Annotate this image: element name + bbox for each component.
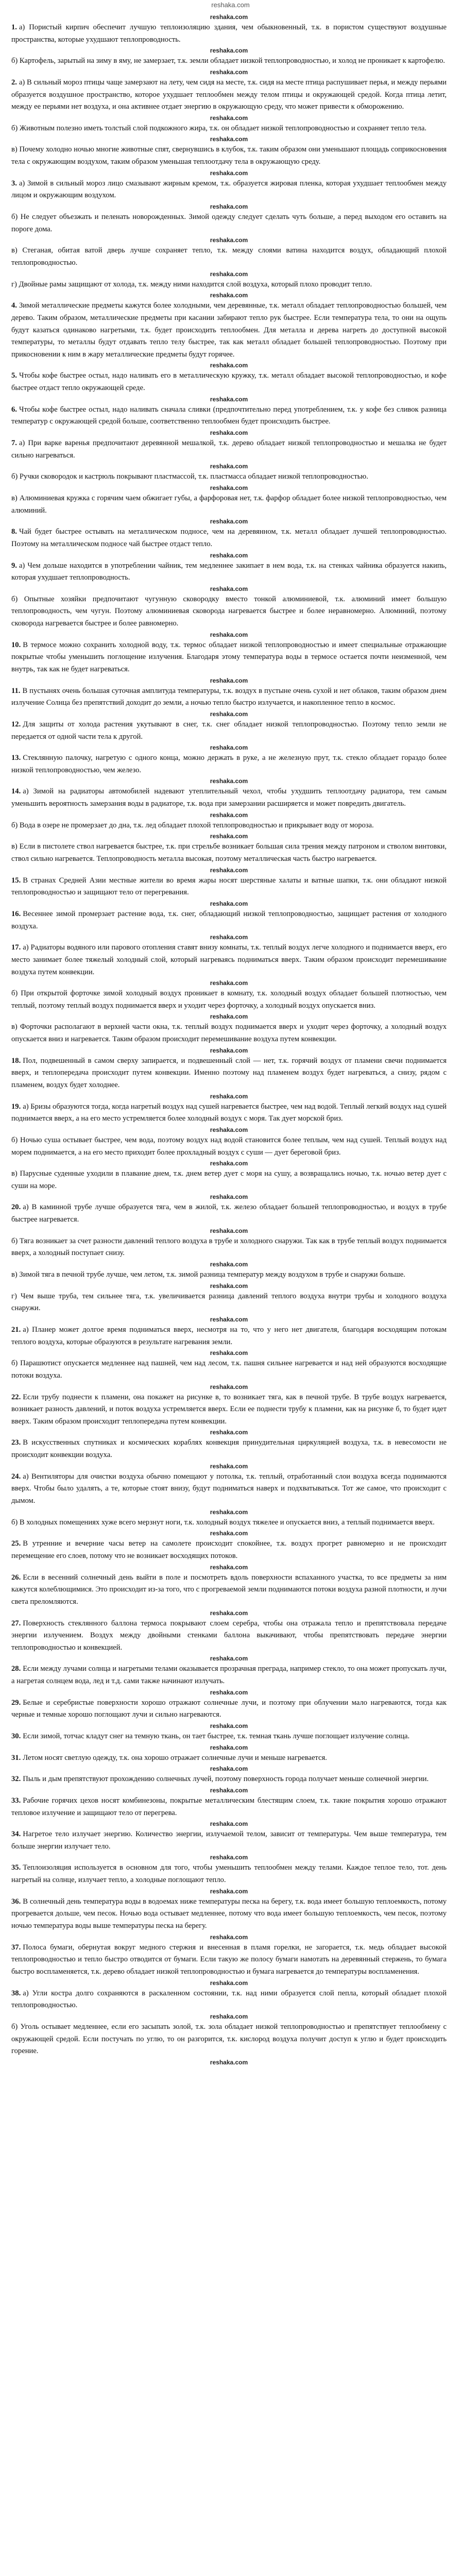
- watermark: reshaka.com: [210, 1722, 248, 1730]
- answer-text: а) Вентиляторы для очистки воздуха обычно помещают у потолка, т.к. теплый, отработанный слои воздуха всегда поднимаются вверх. Чтобы было удалять, а те, которые стоят внизу, будут подниматься наверх и подхватываться. Тот же самое, что происходит с дымом.: [11, 1472, 447, 1505]
- watermark: reshaka.com: [210, 429, 248, 437]
- answer-text: Пол, подвешенный в самом сверху запирается, и подвешенный слой — нет, т.к. горячий воздух от пламени свечи поднимается вверх, и теплопередача происходит путем конвекции. Именно поэтому над пламенем воздух будет нагреваться, а снизу, рядом с пламенем, воздух будет холоднее.: [11, 1056, 447, 1089]
- watermark: reshaka.com: [210, 1820, 248, 1828]
- answer-paragraph: [11, 1358, 447, 1382]
- answer-number: 22.: [11, 1393, 21, 1401]
- answer-number: 29.: [11, 1698, 21, 1707]
- answer-paragraph: [11, 685, 447, 709]
- answer-paragraph: [11, 1862, 447, 1886]
- watermark: reshaka.com: [210, 68, 248, 76]
- answer-text: а) Зимой на радиаторы автомобилей надевают утеплительный чехол, чтобы ухудшить теплоотдачу радиатора, тем самым уменьшить вероятность замерзания воды в радиаторе, т.к. вода при замерзании расширяется и может повредить двигатель.: [11, 787, 447, 808]
- answer-paragraph: [11, 123, 447, 135]
- answer-paragraph: [11, 493, 447, 517]
- answer-paragraph: [11, 786, 447, 810]
- answer-paragraph: [11, 471, 447, 483]
- watermark: reshaka.com: [210, 114, 248, 122]
- watermark: reshaka.com: [210, 979, 248, 987]
- answer-number: 4.: [11, 301, 17, 310]
- watermark: reshaka.com: [210, 1193, 248, 1201]
- answer-paragraph: [11, 1392, 447, 1428]
- answer-paragraph: [11, 988, 447, 1012]
- watermark: reshaka.com: [210, 169, 248, 177]
- answer-paragraph: [11, 1021, 447, 1045]
- watermark: reshaka.com: [210, 1383, 248, 1391]
- watermark: reshaka.com: [210, 518, 248, 526]
- answer-paragraph: [11, 55, 447, 67]
- watermark: reshaka.com: [210, 1854, 248, 1861]
- watermark: reshaka.com: [210, 236, 248, 244]
- watermark: reshaka.com: [210, 585, 248, 592]
- answer-number: 32.: [11, 1775, 21, 1784]
- answer-number: 13.: [11, 754, 21, 762]
- answer-number: 1.: [11, 23, 17, 31]
- watermark: reshaka.com: [210, 744, 248, 752]
- watermark: reshaka.com: [210, 1462, 248, 1470]
- site-header: reshaka.com: [211, 1, 250, 9]
- answer-text: в) Зимой тяга в печной трубе лучше, чем летом, т.к. зимой разница температур между воздухом в трубе и снаружи больше.: [11, 1270, 405, 1279]
- watermark: reshaka.com: [210, 1786, 248, 1794]
- watermark: reshaka.com: [210, 2012, 248, 2020]
- answer-paragraph: [11, 560, 447, 584]
- answer-text: б) Вода в озере не промерзает до дна, т.к. лед обладает плохой теплопроводностью и прикрывает воду от мороза.: [11, 821, 374, 829]
- answer-text: б) Животным полезно иметь толстый слой подкожного жира, т.к. он обладает низкой теплопроводностью и сохраняет тепло тела.: [11, 124, 426, 132]
- answer-text: Рабочие горячих цехов носят комбинезоны, покрытые металлическим блестящим слоем, т.к. такие покрытия хорошо отражают тепловое излучение и защищают тело от перегрева.: [11, 1796, 447, 1817]
- answer-number: 8.: [11, 528, 17, 536]
- watermark: reshaka.com: [210, 395, 248, 403]
- watermark: reshaka.com: [210, 934, 248, 941]
- watermark: reshaka.com: [210, 1046, 248, 1054]
- answer-paragraph: [11, 437, 447, 462]
- answer-text: Нагретое тело излучает энергию. Количество энергии, излучаемой телом, зависит от температуры. Чем выше температура, тем больше энергии излучает тело.: [11, 1830, 447, 1851]
- answer-paragraph: [11, 1896, 447, 1933]
- answer-paragraph: [11, 370, 447, 394]
- watermark: reshaka.com: [210, 1655, 248, 1663]
- answer-text: Если зимой, тотчас кладут снег на темную ткань, он тает быстрее, т.к. темная ткань лучше поглощает излучение солнца.: [23, 1732, 410, 1740]
- answer-paragraph: [11, 1828, 447, 1853]
- answer-text: г) Двойные рамы защищают от холода, т.к. между ними находится слой воздуха, который плохо проводит тепло.: [11, 280, 372, 289]
- watermark: reshaka.com: [210, 1261, 248, 1268]
- answer-number: 36.: [11, 1897, 21, 1906]
- answer-paragraph: [11, 1663, 447, 1687]
- watermark: reshaka.com: [210, 1013, 248, 1021]
- answer-text: б) Парашютист опускается медленнее над пашней, чем над лесом, т.к. пашня сильнее нагревается и над ней образуются восходящие потоки воздуха.: [11, 1359, 447, 1380]
- answer-paragraph: [11, 1269, 447, 1281]
- watermark: reshaka.com: [210, 1227, 248, 1234]
- watermark: reshaka.com: [210, 710, 248, 718]
- watermark: reshaka.com: [210, 484, 248, 492]
- answer-text: а) Планер может долгое время подниматься вверх, несмотря на то, что у него нет двигателя, благодаря восходящим потокам теплого воздуха, которые образуются в результате нагревания земли.: [11, 1325, 447, 1346]
- answer-text: б) В холодных помещениях хуже всего мерзнут ноги, т.к. холодный воздух тяжелее и опускается вниз, а теплый поднимается вверх.: [11, 1518, 435, 1527]
- answer-text: Если в весенний солнечный день выйти в поле и посмотреть вдоль поверхности вспаханного участка, то все предметы за ним кажутся колеблющимися. Это происходит из-за того, что с прогреваемой земли поднимаются потоки воздуха разной плотности, и лучи света преломляются.: [11, 1573, 447, 1606]
- watermark: reshaka.com: [210, 13, 248, 21]
- answer-paragraph: [11, 639, 447, 676]
- answer-text: Белые и серебристые поверхности хорошо отражают солнечные лучи, и поэтому при облучении мало нагреваются, тогда как черные и темные хорошо поглощают лучи и сильно нагреваются.: [11, 1698, 447, 1719]
- watermark: reshaka.com: [210, 866, 248, 874]
- answer-paragraph: [11, 1201, 447, 1226]
- answer-paragraph: [11, 1988, 447, 2012]
- answer-paragraph: [11, 841, 447, 865]
- answer-paragraph: [11, 526, 447, 550]
- answer-paragraph: [11, 908, 447, 933]
- watermark: reshaka.com: [210, 1530, 248, 1537]
- answer-number: 15.: [11, 876, 21, 885]
- answer-paragraph: [11, 1134, 447, 1159]
- answer-paragraph: [11, 752, 447, 776]
- answer-text: а) Зимой в сильный мороз лицо смазывают жирным кремом, т.к. образуется жировая пленка, которая ухудшает теплообмен между лицом и окружающим воздухом.: [11, 179, 447, 200]
- answer-paragraph: [11, 1773, 447, 1786]
- answer-text: б) Тяга возникает за счет разности давлений теплого воздуха в трубе и холодного снаружи. Так как в трубе теплый воздух поднимается вверх, а холодный поступает снизу.: [11, 1236, 447, 1258]
- answer-number: 3.: [11, 179, 17, 188]
- watermark: reshaka.com: [210, 631, 248, 638]
- answer-text: б) Ручки сковородок и кастрюль покрывают пластмассой, т.к. пластмасса обладает низкой теплопроводностью.: [11, 472, 368, 481]
- answer-paragraph: [11, 1235, 447, 1260]
- answer-number: 23.: [11, 1438, 21, 1447]
- answer-number: 34.: [11, 1830, 21, 1839]
- answer-number: 38.: [11, 1989, 21, 1997]
- answer-number: 24.: [11, 1472, 21, 1481]
- answer-number: 5.: [11, 371, 17, 380]
- answer-text: в) Форточки располагают в верхней части окна, т.к. теплый воздух поднимается вверх и уходит через форточку, а холодный воздух опускается вниз и нагревается. Таким образом происходит перемешивание воздуха путем конвекции.: [11, 1023, 447, 1044]
- answer-paragraph: [11, 178, 447, 202]
- answer-paragraph: [11, 300, 447, 361]
- answer-text: Теплоизоляция используется в основном для того, чтобы уменьшить теплообмен между телами. Каждое теплое тело, тот. день нагретый на солнце, излучает тепло, а холодные поглощают тепло.: [11, 1863, 447, 1885]
- answer-paragraph: [11, 942, 447, 978]
- answer-paragraph: [11, 211, 447, 235]
- answer-text: в) Если в пистолете ствол нагревается быстрее, т.к. при стрельбе возникает большая сила трения между патроном и стволом винтовки, ствол сильно нагревается. Теплопроводность металла высокая, поэтому металлическая часть быстро нагревается.: [11, 842, 447, 863]
- answer-number: 26.: [11, 1573, 21, 1582]
- watermark: reshaka.com: [210, 1688, 248, 1696]
- answer-paragraph: [11, 1752, 447, 1765]
- answer-number: 2.: [11, 78, 17, 87]
- answer-paragraph: [11, 1697, 447, 1721]
- answer-text: Поверхность стеклянного баллона термоса покрывают слоем серебра, чтобы она отражала тепло и препятствовала передаче энергии излучением. Воздух между двойными стенками баллона выкачивают, чтобы препятствовать передаче энергии теплопроводностью и конвекцией.: [11, 1619, 447, 1652]
- answer-number: 35.: [11, 1863, 21, 1872]
- answer-paragraph: [11, 1572, 447, 1608]
- answer-text: В термосе можно сохранить холодной воду, т.к. термос обладает низкой теплопроводностью и имеет специальные отражающие покрытые чтобы уменьшить поглощение излучения. Благодаря этому температура воды в термосе остается почти неизменной, чем внутрь, так как не будет нагреваться.: [11, 640, 447, 673]
- answer-paragraph: [11, 1437, 447, 1461]
- answer-number: 11.: [11, 686, 21, 695]
- watermark: reshaka.com: [210, 2058, 248, 2066]
- watermark: reshaka.com: [210, 1887, 248, 1895]
- answer-number: 14.: [11, 787, 21, 796]
- watermark: reshaka.com: [210, 1092, 248, 1100]
- watermark: reshaka.com: [210, 1429, 248, 1436]
- answer-text: а) Чем дольше находится в употреблении чайник, тем медленнее закипает в нем вода, т.к. на стенках чайника образуется накипь, которая ухудшает теплопроводность.: [11, 561, 447, 582]
- answer-number: 33.: [11, 1796, 21, 1805]
- answer-paragraph: [11, 1291, 447, 1315]
- answer-number: 37.: [11, 1943, 21, 1952]
- answer-text: В пустынях очень большая суточная амплитуда температуры, т.к. воздух в пустыне очень сухой и нет облаков, таким образом днем излучение Солнца без препятствий доходит до земли, а ночью тепло быстро излучается, и накопленное тепло в космос.: [11, 686, 447, 707]
- answer-text: а) В сильный мороз птицы чаще замерзают на лету, чем сидя на месте, т.к. сидя на месте птица распушивает перья, и между перьями образуется воздушное пространство, которое ухудшает теплообмен между телом птицы и окружающей средой. Когда птица летит, между ее перьями нет воздуха, и она активнее отдает энергию в окружающую среду, что может привести к обморожению.: [11, 78, 447, 111]
- answer-text: а) В каминной трубе лучше образуется тяга, чем в жилой, т.к. железо обладает большей теплопроводностью, и воздух в трубе быстрее нагревается.: [11, 1203, 447, 1224]
- answer-paragraph: [11, 719, 447, 743]
- answer-text: Для защиты от холода растения укутывают в снег, т.к. снег обладает низкой теплопроводностью. Поэтому тепло земли не передается от одной части тела к другой.: [11, 720, 447, 741]
- answer-paragraph: [11, 875, 447, 899]
- watermark: reshaka.com: [210, 900, 248, 907]
- answer-text: б) При открытой форточке зимой холодный воздух проникает в комнату, т.к. холодный воздух обладает большей плотностью, чем теплый, поэтому теплый воздух поднимается вверх и уходит через форточку, а холодный воздух опускается вниз.: [11, 989, 447, 1010]
- answer-number: 27.: [11, 1619, 21, 1628]
- answer-number: 6.: [11, 405, 17, 414]
- answer-text: а) Пористый кирпич обеспечит лучшую теплоизоляцию здания, чем обыкновенный, т.к. в пористом существуют воздушные пространства, которые ухудшают теплопроводность.: [11, 23, 447, 44]
- answer-number: 30.: [11, 1732, 21, 1740]
- answer-number: 9.: [11, 561, 17, 570]
- watermark: reshaka.com: [210, 1609, 248, 1617]
- watermark: reshaka.com: [210, 292, 248, 299]
- watermark: reshaka.com: [210, 135, 248, 143]
- answer-text: В искусственных спутниках и космических кораблях конвекция принудительная циркуляцией воздуха, т.к. в невесомости не происходит конвекции воздуха.: [11, 1438, 447, 1460]
- answer-number: 28.: [11, 1665, 21, 1673]
- answer-number: 16.: [11, 909, 21, 918]
- answer-number: 20.: [11, 1203, 21, 1212]
- answer-text: В утренние и вечерние часы ветер на самолете происходит спокойнее, т.к. воздух прогрет равномерно и не происходит перемещение его слоев, потому что не возникает восходящих потоков.: [11, 1539, 447, 1560]
- watermark: reshaka.com: [210, 1979, 248, 1987]
- answer-number: 18.: [11, 1056, 21, 1065]
- answer-text: в) Почему холодно ночью многие животные спят, свернувшись в клубок, т.к. таким образом они уменьшают площадь соприкосновения тела с окружающим воздухом, таким образом уменьшая теплоотдачу тела в окружающую среду.: [11, 145, 447, 166]
- watermark: reshaka.com: [210, 1126, 248, 1133]
- answer-text: Пыль и дым препятствуют прохождению солнечных лучей, поэтому поверхность города получает меньше солнечной энергии.: [23, 1775, 429, 1784]
- answer-paragraph: [11, 1101, 447, 1125]
- watermark: reshaka.com: [210, 1315, 248, 1323]
- answer-text: Весеннее зимой промерзает растение вода, т.к. снег, обладающий низкой теплопроводностью, защищает растения от холодного воздуха.: [11, 909, 447, 930]
- answer-text: Чтобы кофе быстрее остыл, надо наливать сначала сливки (предпочтительно перед употреблением, т.к. у кофе без сливок разница температур с окружающей средой больше, соответственно теплообмен будет происходить быстрее.: [11, 405, 447, 426]
- answer-number: 10.: [11, 640, 21, 649]
- answer-text: В странах Средней Азии местные жители во время жары носят шерстяные халаты и ватные шапки, т.к. они обладают низкой теплопроводностью и защищают тело от перегревания.: [11, 876, 447, 897]
- answer-text: а) Радиаторы водяного или парового отопления ставят внизу комнаты, т.к. теплый воздух легче холодного и поднимается вверх, его место занимает более тяжелый холодный слой, который нагреваясь подниматься вверх. Таким образом происходит перемешивание воздуха путем конвекции.: [11, 943, 447, 976]
- watermark: reshaka.com: [210, 1563, 248, 1571]
- answer-paragraph: [11, 1538, 447, 1562]
- watermark: reshaka.com: [210, 1743, 248, 1751]
- watermark: reshaka.com: [210, 362, 248, 369]
- answer-text: Чай будет быстрее остывать на металлическом подносе, чем на деревянном, т.к. металл обладает лучшей теплопроводностью. Поэтому на металлическом подносе чай быстрее отдаст тепло.: [11, 528, 447, 548]
- answer-text: Зимой металлические предметы кажутся более холодными, чем деревянные, т.к. металл обладает теплопроводностью большей, чем дерево. Таким образом, металлические предметы при касании забирают тепло рук быстрее. Если температура тела, то они на ощупь будут казаться одинаково нагретыми, т.к. будет происходить теплообмен. Для металла и дерева нагреть до доступной высокой температуры, то металлы будут отдавать тепло телу быстрее, так как металл обладает большей теплопроводностью. Поэтому при прикосновении к ним в жару металлические предметы будут горячее.: [11, 301, 447, 359]
- watermark: reshaka.com: [210, 463, 248, 470]
- answer-paragraph: [11, 594, 447, 630]
- watermark: reshaka.com: [210, 1349, 248, 1357]
- answer-paragraph: [11, 77, 447, 113]
- watermark: reshaka.com: [210, 676, 248, 684]
- answer-paragraph: [11, 2021, 447, 2058]
- answer-text: Полоса бумаги, обернутая вокруг медного стержня и внесенная в пламя горелки, не загорается, т.к. медь обладает высокой теплопроводностью и тепло быстро отводится от бумаги. Если такую же полосу бумаги намотать на деревянный стержень, то бумага быстро воспламеняется, т.к. дерево обладает низкой теплопроводностью и бумага нагревается до температуры воспламенения.: [11, 1943, 447, 1976]
- answer-text: б) Картофель, зарытый на зиму в яму, не замерзает, т.к. земли обладает низкой теплопроводностью, и холод не проникает к картофелю.: [11, 57, 445, 65]
- answer-text: Стеклянную палочку, нагретую с одного конца, можно держать в руке, а не железную прут, т.к. стекло обладает гораздо более низкой теплопроводностью, чем железо.: [11, 754, 447, 774]
- answer-paragraph: [11, 1942, 447, 1978]
- watermark: reshaka.com: [210, 811, 248, 819]
- answer-paragraph: [11, 1618, 447, 1654]
- answer-paragraph: [11, 1471, 447, 1507]
- answer-paragraph: [11, 820, 447, 832]
- answer-text: Если трубу поднести к пламени, она покажет на рисунке в, то возникает тяга, как в печной трубе. В трубе воздух нагревается, возникает разность давлений, и поток воздуха устремляется вверх. Если ее поднести трубу к пламени, как на рисунке б, то будет идет вверх. Таким образом происходит теплопередача путем конвекции.: [11, 1393, 447, 1426]
- answer-text: в) Стеганая, обитая ватой дверь лучше сохраняет тепло, т.к. между слоями ватина находится воздух, обладающий плохой теплопроводностью.: [11, 246, 447, 267]
- answer-paragraph: [11, 245, 447, 269]
- answer-number: 21.: [11, 1325, 21, 1334]
- answer-text: в) Парусные суденные уходили в плавание днем, т.к. днем ветер дует с моря на сушу, а возвращались ночью, т.к. ночью ветер дует с суши на море.: [11, 1170, 447, 1190]
- answer-text: В солнечный день температура воды в водоемах ниже температуры песка на берегу, т.к. вода имеет большую теплоемкость, потому прогревается дольше, чем песок. Ночью вода остывает медленнее, потому что вода имеет большую теплоемкость, чем песок, поэтому ночью температура воды выше температуры песка на берегу.: [11, 1897, 447, 1930]
- answer-text: Чтобы кофе быстрее остыл, надо наливать его в металлическую кружку, т.к. металл обладает высокой теплопроводностью, и кофе быстрее отдаст тепло окружающей среде.: [11, 371, 447, 393]
- answer-paragraph: [11, 279, 447, 291]
- answer-text: Летом носят светлую одежду, т.к. она хорошо отражает солнечные лучи и меньше нагревается.: [23, 1753, 327, 1762]
- watermark: reshaka.com: [210, 270, 248, 278]
- watermark: reshaka.com: [210, 551, 248, 559]
- watermark: reshaka.com: [210, 1282, 248, 1290]
- answer-paragraph: [11, 1517, 447, 1529]
- answer-number: 17.: [11, 943, 21, 952]
- watermark: reshaka.com: [210, 1933, 248, 1941]
- answer-paragraph: [11, 1731, 447, 1743]
- answer-paragraph: [11, 404, 447, 428]
- solutions-list: [0, 10, 461, 2066]
- answer-text: б) Ночью суша остывает быстрее, чем вода, поэтому воздух над водой становится более теплым, чем над сушей. Теплый воздух над морем поднимается, а на его место приходит более прохладный воздух с суши — дует береговой бриз.: [11, 1136, 447, 1157]
- watermark: reshaka.com: [210, 1160, 248, 1167]
- answer-text: б) Уголь остывает медленнее, если его засыпать золой, т.к. зола обладает низкой теплопроводностью и препятствует теплообмену с окружающей средой. Если постучать по углю, то он разгорится, т.к. кислород воздуха получит доступ к углю и будет происходить горение.: [11, 2022, 447, 2056]
- answer-text: г) Чем выше труба, тем сильнее тяга, т.к. увеличивается разница давлений теплого воздуха внутри трубы и холодного воздуха снаружи.: [11, 1292, 447, 1313]
- answer-paragraph: [11, 1168, 447, 1192]
- watermark: reshaka.com: [210, 1765, 248, 1773]
- answer-text: а) Угли костра долго сохраняются в раскаленном состоянии, т.к. над ними образуется слой пепла, который обладает плохой теплопроводностью.: [11, 1989, 447, 2010]
- answer-number: 31.: [11, 1753, 21, 1762]
- answer-text: а) При варке варенья предпочитают деревянной мешалкой, т.к. дерево обладает низкой теплопроводностью и мешалка не будет сильно нагреваться.: [11, 439, 447, 460]
- answer-paragraph: [11, 22, 447, 46]
- watermark: reshaka.com: [210, 203, 248, 211]
- watermark: reshaka.com: [210, 777, 248, 785]
- answer-number: 19.: [11, 1102, 21, 1111]
- answer-number: 12.: [11, 720, 21, 728]
- answer-paragraph: [11, 144, 447, 168]
- answer-paragraph: [11, 1795, 447, 1819]
- watermark: reshaka.com: [210, 833, 248, 840]
- answer-text: а) Бризы образуются тогда, когда нагретый воздух над сушей нагревается быстрее, чем над водой. Теплый легкий воздух над сушей поднимается вверх, а на его место устремляется более холодный воздух с моря. Так дует морской бриз.: [11, 1102, 447, 1123]
- watermark: reshaka.com: [210, 1508, 248, 1516]
- watermark: reshaka.com: [210, 47, 248, 55]
- answer-text: в) Алюминиевая кружка с горячим чаем обжигает губы, а фарфоровая нет, т.к. фарфор обладает более низкой теплопроводностью, чем алюминий.: [11, 494, 447, 515]
- answer-number: 25.: [11, 1539, 21, 1548]
- answer-number: 7.: [11, 439, 17, 448]
- answer-text: б) Не следует объезжать и пеленать новорожденных. Зимой одежду следует сделать чуть больше, а перед выходом его оставить на пороге дома.: [11, 213, 447, 233]
- answer-text: Если между лучами солнца и нагретыми телами оказывается прозрачная преграда, например стекло, то она может пропускать лучи, а нагретая солнцем вода, лед и т.д. сами также начинают излучать.: [11, 1665, 447, 1686]
- answer-text: б) Опытные хозяйки предпочитают чугунную сковородку вместо тонкой алюминиевой, т.к. алюминий имеет большую теплопроводность, чем чугун. Поэтому алюминиевая сковорода нагревается быстрее и более неравномерно. Алюминий, поэтому сковорода нагревается быстрее и более равномерно.: [11, 595, 447, 628]
- answer-paragraph: [11, 1055, 447, 1092]
- answer-paragraph: [11, 1324, 447, 1348]
